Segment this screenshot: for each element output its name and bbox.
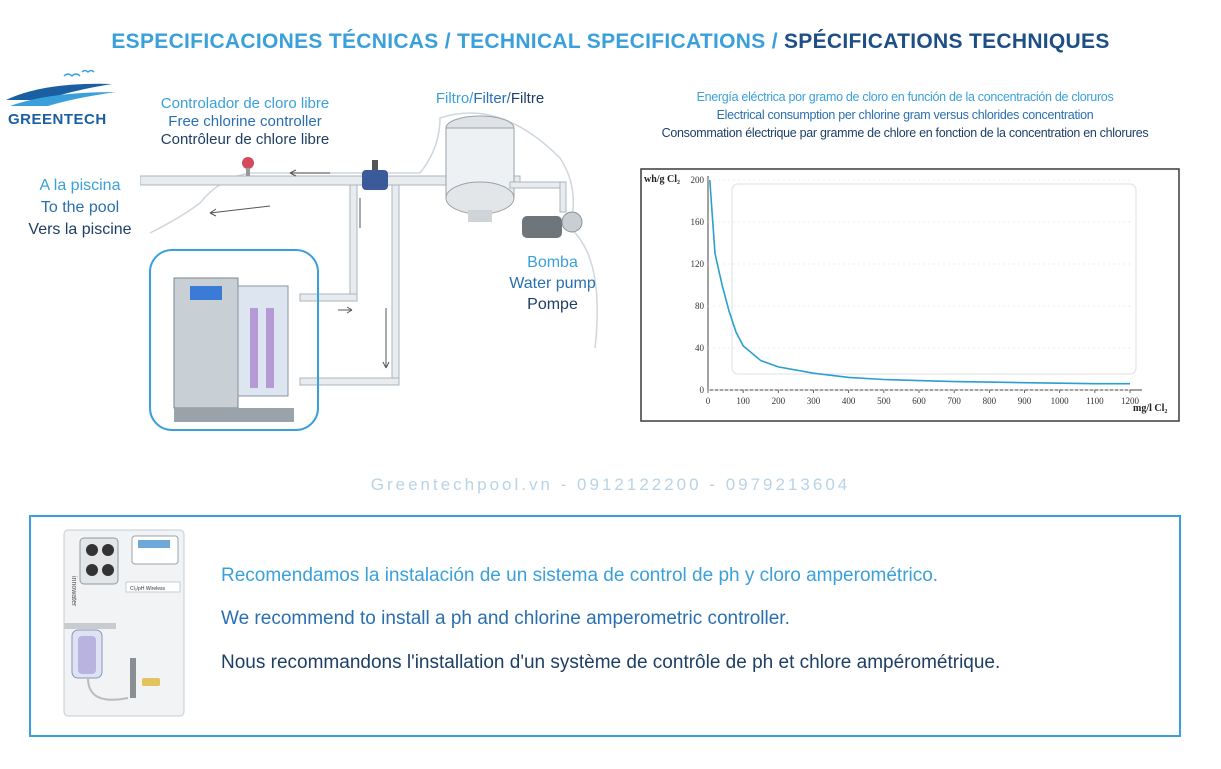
amperometric-controller-image [58, 528, 190, 718]
pump-label-es: Bomba [527, 254, 578, 271]
y-tick-label: 200 [690, 175, 704, 185]
chart-title-en: Electrical consumption per chlorine gram versus chlorides concentration [716, 108, 1094, 122]
controller-label-en: Free chlorine controller [168, 113, 322, 130]
chart-title-es: Energía eléctrica por gramo de cloro en función de la concentración de cloruros [696, 90, 1114, 104]
chart-ylabel: wh/g Cl₂ [644, 174, 681, 185]
x-tick-label: 400 [841, 396, 856, 406]
x-tick-label: 1100 [1085, 396, 1104, 406]
x-tick-label: 800 [982, 396, 997, 406]
x-tick-label: 600 [912, 396, 926, 406]
chart-title-fr: Consommation électrique par gramme de chlore en fonction de la concentration en chlorures [661, 126, 1149, 140]
controller-label-fr: Contrôleur de chlore libre [160, 131, 330, 148]
x-tick-label: 200 [771, 396, 786, 406]
chart-xlabel: mg/l Cl₂ [1133, 403, 1168, 414]
filter-label-en: Filter/ [473, 90, 511, 107]
recommendation-en: We recommend to install a ph and chlorine amperometric controller. [221, 608, 790, 629]
y-tick-label: 160 [690, 217, 704, 227]
title-es: ESPECIFICACIONES TÉCNICAS / [111, 30, 451, 53]
device-brand: innowater [70, 576, 77, 607]
filter-label-fr: Filtre [510, 90, 545, 107]
valve-icon [362, 170, 388, 190]
title-fr: SPÉCIFICATIONS TECHNIQUES [777, 30, 1110, 53]
pump-label-en: Water pump [509, 275, 596, 292]
logo-text: GREENTECH [8, 111, 107, 128]
chlorine-sensor-icon [242, 157, 254, 169]
y-tick-label: 80 [695, 301, 704, 311]
consumption-chart [640, 168, 1185, 426]
y-tick-label: 40 [695, 343, 704, 353]
device-label: Cl₂/pH Wireless [130, 586, 165, 592]
title-en: TECHNICAL SPECIFICATIONS / [450, 30, 778, 53]
pool-label [20, 175, 140, 241]
pool-label-en: To the pool [40, 199, 120, 216]
page-title [0, 30, 1221, 54]
recommendation-es: Recomendamos la instalación de un sistema de control de ph y cloro amperométrico. [221, 565, 939, 586]
x-tick-label: 1200 [1121, 396, 1139, 406]
filter-label [420, 90, 560, 108]
pump-label-fr: Pompe [527, 296, 578, 313]
x-tick-label: 0 [705, 396, 711, 406]
pump-icon [522, 216, 562, 238]
x-tick-label: 300 [806, 396, 821, 406]
y-tick-label: 120 [690, 259, 704, 269]
y-tick-label: 0 [699, 385, 704, 395]
x-tick-label: 500 [877, 396, 891, 406]
x-tick-label: 700 [947, 396, 961, 406]
controller-label-es: Controlador de cloro libre [160, 95, 330, 112]
controller-label [150, 95, 340, 149]
x-tick-label: 1000 [1050, 396, 1069, 406]
recommendation-fr: Nous recommandons l'installation d'un système de contrôle de ph et chlore ampérométrique. [221, 652, 1001, 673]
x-tick-label: 900 [1017, 396, 1032, 406]
chart-title [625, 88, 1185, 142]
contact-line: Greentechpool.vn - 0912122200 - 0979213604 [370, 475, 851, 494]
pool-label-es: A la piscina [39, 177, 121, 194]
pump-label [490, 252, 615, 315]
x-tick-label: 100 [736, 396, 750, 406]
filter-label-es: Filtro/ [435, 90, 474, 107]
pool-label-fr: Vers la piscine [28, 221, 132, 238]
